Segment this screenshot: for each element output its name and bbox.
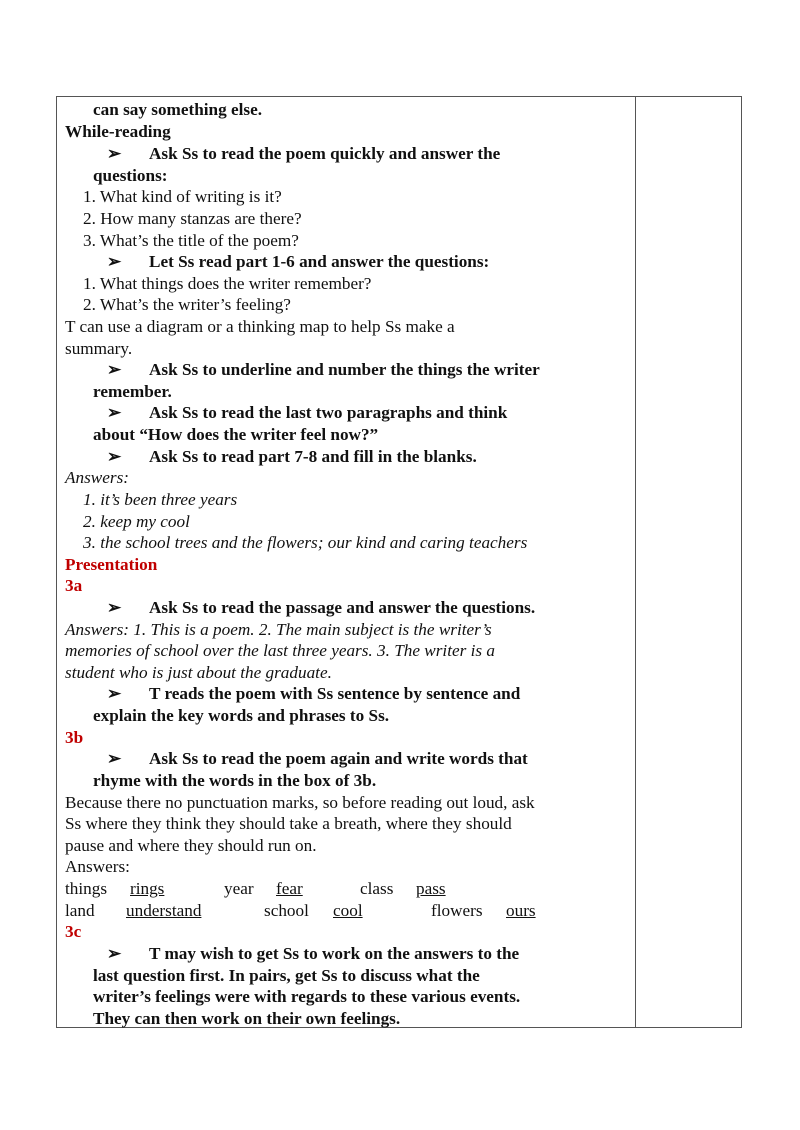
bullet7-line1: T reads the poem with Ss sentence by sentence and xyxy=(149,684,521,703)
rhyme-answer: pass xyxy=(416,879,446,898)
arrow-icon: ➢ xyxy=(107,144,122,163)
bullet5: Ask Ss to read part 7-8 and fill in the blanks. xyxy=(149,447,477,466)
question-4: 1. What things does the writer remember? xyxy=(83,274,372,293)
answer-1: 1. it’s been three years xyxy=(83,490,238,509)
bullet8-line1: Ask Ss to read the poem again and write words that xyxy=(149,749,528,768)
intro-tail: can say something else. xyxy=(93,100,263,119)
arrow-icon: ➢ xyxy=(107,598,122,617)
rhyme-answer: rings xyxy=(130,879,165,898)
presentation-heading: Presentation xyxy=(65,555,158,574)
bullet9-line1: T may wish to get Ss to work on the answers to the xyxy=(149,944,520,963)
answer-2: 2. keep my cool xyxy=(83,512,190,531)
bullet1-line1: Ask Ss to read the poem quickly and answer the xyxy=(149,144,501,163)
bullet1-line2: questions: xyxy=(93,166,168,185)
answers-label-3b: Answers: xyxy=(65,857,130,876)
rhyme-word: class xyxy=(360,879,394,898)
answers-label: Answers: xyxy=(65,468,129,487)
rhyme-word: year xyxy=(224,879,254,898)
answer-3a-line2: memories of school over the last three years. 3. The writer is a xyxy=(65,641,495,660)
paragraph-line2: Ss where they think they should take a breath, where they should xyxy=(65,814,512,833)
bullet6: Ask Ss to read the passage and answer the questions. xyxy=(149,598,536,617)
rhyme-word: flowers xyxy=(431,901,483,920)
arrow-icon: ➢ xyxy=(107,360,122,379)
rhyme-word: things xyxy=(65,879,108,898)
paragraph-line3: pause and where they should run on. xyxy=(65,836,317,855)
arrow-icon: ➢ xyxy=(107,447,122,466)
bullet3-line2: remember. xyxy=(93,382,172,401)
bullet4-line1: Ask Ss to read the last two paragraphs and think xyxy=(149,403,508,422)
arrow-icon: ➢ xyxy=(107,749,122,768)
arrow-icon: ➢ xyxy=(107,684,122,703)
rhyme-answer: fear xyxy=(276,879,303,898)
question-3: 3. What’s the title of the poem? xyxy=(83,231,299,250)
while-reading-heading: While-reading xyxy=(65,122,171,141)
bullet8-line2: rhyme with the words in the box of 3b. xyxy=(93,771,377,790)
rhyme-answer: cool xyxy=(333,901,363,920)
note-line2: summary. xyxy=(65,339,133,358)
bullet2: Let Ss read part 1-6 and answer the questions: xyxy=(149,252,490,271)
question-5: 2. What’s the writer’s feeling? xyxy=(83,295,291,314)
rhyme-word: school xyxy=(264,901,309,920)
note-line1: T can use a diagram or a thinking map to help Ss make a xyxy=(65,317,455,336)
lesson-plan-table xyxy=(56,96,742,1028)
section-3b: 3b xyxy=(65,728,84,747)
question-1: 1. What kind of writing is it? xyxy=(83,187,282,206)
rhyme-answer: understand xyxy=(126,901,202,920)
arrow-icon: ➢ xyxy=(107,252,122,271)
arrow-icon: ➢ xyxy=(107,944,122,963)
bullet9-line4: They can then work on their own feelings. xyxy=(93,1009,401,1028)
arrow-icon: ➢ xyxy=(107,403,122,422)
section-3c: 3c xyxy=(65,922,82,941)
bullet9-line2: last question first. In pairs, get Ss to discuss what the xyxy=(93,966,480,985)
bullet7-line2: explain the key words and phrases to Ss. xyxy=(93,706,390,725)
bullet3-line1: Ask Ss to underline and number the things the writer xyxy=(149,360,540,379)
rhyme-answer: ours xyxy=(506,901,536,920)
paragraph-line1: Because there no punctuation marks, so before reading out loud, ask xyxy=(65,793,535,812)
answer-3a-line1: Answers: 1. This is a poem. 2. The main subject is the writer’s xyxy=(65,620,492,639)
rhyme-word: land xyxy=(65,901,95,920)
bullet9-line3: writer’s feelings were with regards to these various events. xyxy=(93,987,521,1006)
column-divider xyxy=(635,97,636,1027)
question-2: 2. How many stanzas are there? xyxy=(83,209,302,228)
answer-3: 3. the school trees and the flowers; our kind and caring teachers xyxy=(83,533,528,552)
answer-3a-line3: student who is just about the graduate. xyxy=(65,663,332,682)
bullet4-line2: about “How does the writer feel now?” xyxy=(93,425,379,444)
section-3a: 3a xyxy=(65,576,83,595)
